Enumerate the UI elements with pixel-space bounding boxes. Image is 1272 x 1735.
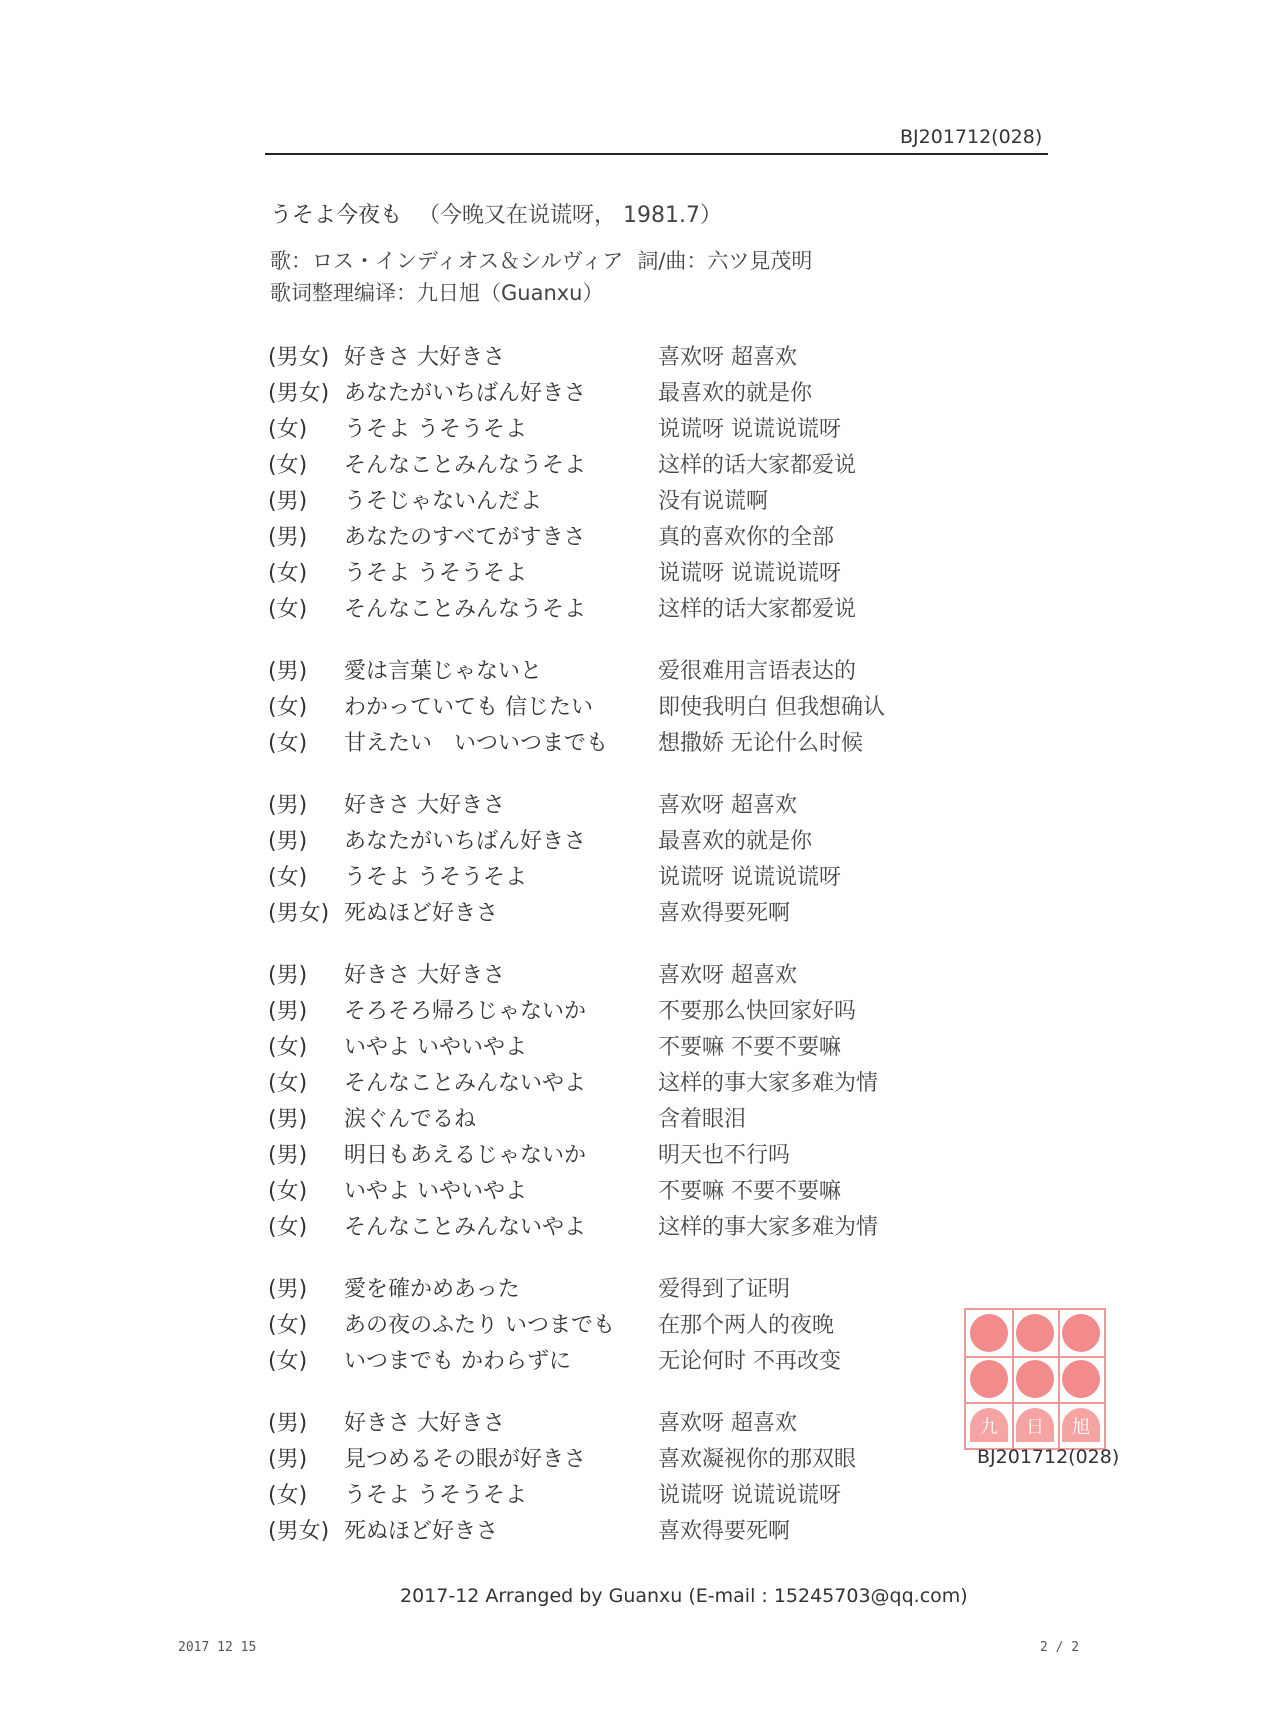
song-title: うそよ今夜も bbox=[270, 203, 403, 228]
chinese-translation: 不要那么快回家好吗 bbox=[658, 999, 857, 1024]
lyric-line bbox=[268, 592, 928, 628]
singer-part: (男女) bbox=[268, 1519, 330, 1544]
japanese-lyric: 好きさ 大好きさ bbox=[344, 345, 505, 370]
seal-char: 旭 bbox=[1062, 1408, 1100, 1442]
lyric-line bbox=[268, 788, 928, 824]
lyric-line bbox=[268, 1030, 928, 1066]
chinese-translation: 爱很难用言语表达的 bbox=[658, 659, 857, 684]
japanese-lyric: いやよ いやいやよ bbox=[344, 1035, 527, 1060]
japanese-lyric: うそよ うそうそよ bbox=[344, 1483, 527, 1508]
chinese-translation: 这样的事大家多难为情 bbox=[658, 1071, 879, 1096]
japanese-lyric: 好きさ 大好きさ bbox=[344, 1411, 505, 1436]
chinese-translation: 说谎呀 说谎说谎呀 bbox=[658, 561, 841, 586]
japanese-lyric: 愛を確かめあった bbox=[344, 1277, 520, 1302]
japanese-lyric: あなたのすべてがすきさ bbox=[344, 525, 586, 550]
chinese-translation: 含着眼泪 bbox=[658, 1107, 747, 1132]
print-date: 2017 12 15 bbox=[178, 1640, 257, 1655]
singer-part: (女) bbox=[268, 453, 308, 478]
singer-part: (男女) bbox=[268, 901, 330, 926]
lyric-stanza bbox=[268, 654, 928, 762]
japanese-lyric: そんなことみんないやよ bbox=[344, 1071, 587, 1096]
japanese-lyric: うそじゃないんだよ bbox=[344, 489, 543, 514]
chinese-translation: 这样的话大家都爱说 bbox=[658, 453, 857, 478]
singer-part: (男) bbox=[268, 489, 308, 514]
lyrics-body bbox=[268, 340, 928, 1576]
lyric-line bbox=[268, 376, 928, 412]
seal-code: BJ201712(028) bbox=[977, 1446, 1120, 1468]
japanese-lyric: あの夜のふたり いつまでも bbox=[344, 1313, 615, 1338]
chinese-translation: 喜欢凝视你的那双眼 bbox=[658, 1447, 857, 1472]
singer-part: (男) bbox=[268, 999, 308, 1024]
singer-part: (男) bbox=[268, 659, 308, 684]
japanese-lyric: そんなことみんないやよ bbox=[344, 1215, 587, 1240]
lyric-line bbox=[268, 690, 928, 726]
seal-dot bbox=[970, 1360, 1008, 1398]
lyric-line bbox=[268, 896, 928, 932]
lyric-line bbox=[268, 654, 928, 690]
chinese-translation: 喜欢呀 超喜欢 bbox=[658, 1411, 797, 1436]
japanese-lyric: わかっていても 信じたい bbox=[344, 695, 593, 720]
lyric-line bbox=[268, 1066, 928, 1102]
chinese-translation: 说谎呀 说谎说谎呀 bbox=[658, 865, 841, 890]
lyric-line bbox=[268, 1442, 928, 1478]
chinese-translation: 喜欢得要死啊 bbox=[658, 901, 791, 926]
chinese-translation: 喜欢呀 超喜欢 bbox=[658, 345, 797, 370]
lyric-line bbox=[268, 556, 928, 592]
singer-part: (女) bbox=[268, 1215, 308, 1240]
japanese-lyric: 死ぬほど好きさ bbox=[344, 1519, 499, 1544]
japanese-lyric: 涙ぐんでるね bbox=[344, 1107, 477, 1132]
chinese-translation: 在那个两人的夜晚 bbox=[658, 1313, 835, 1338]
singer-part: (女) bbox=[268, 1035, 308, 1060]
lyric-line bbox=[268, 824, 928, 860]
seal-char: 九 bbox=[970, 1408, 1008, 1442]
chinese-translation: 这样的事大家多难为情 bbox=[658, 1215, 879, 1240]
japanese-lyric: 好きさ 大好きさ bbox=[344, 793, 505, 818]
japanese-lyric: 明日もあえるじゃないか bbox=[344, 1143, 587, 1168]
japanese-lyric: いつまでも かわらずに bbox=[344, 1349, 571, 1374]
chinese-translation: 爱得到了证明 bbox=[658, 1277, 791, 1302]
chinese-translation: 这样的话大家都爱说 bbox=[658, 597, 857, 622]
header-divider bbox=[265, 153, 1048, 155]
singer-credit: 歌：ロス・インディオス＆シルヴィア bbox=[270, 249, 624, 273]
seal-dot bbox=[1062, 1314, 1100, 1352]
lyric-line bbox=[268, 1210, 928, 1246]
lyric-line bbox=[268, 520, 928, 556]
japanese-lyric: あなたがいちばん好きさ bbox=[344, 829, 587, 854]
chinese-translation: 不要嘛 不要不要嘛 bbox=[658, 1179, 841, 1204]
japanese-lyric: いやよ いやいやよ bbox=[344, 1179, 527, 1204]
seal-stamp bbox=[964, 1308, 1106, 1450]
chinese-translation: 喜欢呀 超喜欢 bbox=[658, 793, 797, 818]
lyric-line bbox=[268, 860, 928, 896]
lyric-line bbox=[268, 448, 928, 484]
lyric-line bbox=[268, 412, 928, 448]
lyric-stanza bbox=[268, 1272, 928, 1380]
seal-char: 日 bbox=[1016, 1408, 1054, 1442]
lyric-line bbox=[268, 1272, 928, 1308]
japanese-lyric: そんなことみんなうそよ bbox=[344, 597, 587, 622]
lyric-line bbox=[268, 1174, 928, 1210]
chinese-translation: 说谎呀 说谎说谎呀 bbox=[658, 417, 841, 442]
singer-part: (女) bbox=[268, 1349, 308, 1374]
japanese-lyric: 死ぬほど好きさ bbox=[344, 901, 499, 926]
singer-part: (女) bbox=[268, 731, 308, 756]
lyric-stanza bbox=[268, 958, 928, 1246]
japanese-lyric: 甘えたい いついつまでも bbox=[344, 731, 609, 756]
singer-part: (男) bbox=[268, 1411, 308, 1436]
chinese-translation: 不要嘛 不要不要嘛 bbox=[658, 1035, 841, 1060]
chinese-translation: 最喜欢的就是你 bbox=[658, 829, 813, 854]
page-number: 2 / 2 bbox=[1040, 1640, 1080, 1655]
singer-part: (女) bbox=[268, 1483, 308, 1508]
footer-credit: 2017-12 Arranged by Guanxu (E-mail : 15245703@qq.com) bbox=[400, 1585, 968, 1607]
lyric-line bbox=[268, 958, 928, 994]
lyric-line bbox=[268, 1102, 928, 1138]
lyric-line bbox=[268, 340, 928, 376]
lyric-line bbox=[268, 1406, 928, 1442]
lyric-line bbox=[268, 1138, 928, 1174]
composer-credit: 詞/曲：六ツ見茂明 bbox=[637, 249, 813, 273]
singer-part: (男) bbox=[268, 1143, 308, 1168]
lyric-stanza bbox=[268, 788, 928, 932]
song-title-note: （今晚又在说谎呀， 1981.7） bbox=[418, 203, 722, 228]
chinese-translation: 即使我明白 但我想确认 bbox=[658, 695, 885, 720]
chinese-translation: 没有说谎啊 bbox=[658, 489, 769, 514]
lyric-line bbox=[268, 994, 928, 1030]
chinese-translation: 喜欢呀 超喜欢 bbox=[658, 963, 797, 988]
japanese-lyric: うそよ うそうそよ bbox=[344, 417, 527, 442]
chinese-translation: 想撒娇 无论什么时候 bbox=[658, 731, 863, 756]
singer-part: (女) bbox=[268, 695, 308, 720]
japanese-lyric: うそよ うそうそよ bbox=[344, 561, 527, 586]
singer-part: (男) bbox=[268, 525, 308, 550]
chinese-translation: 真的喜欢你的全部 bbox=[658, 525, 835, 550]
singer-part: (男) bbox=[268, 1447, 308, 1472]
lyric-line bbox=[268, 1514, 928, 1550]
chinese-translation: 无论何时 不再改变 bbox=[658, 1349, 841, 1374]
lyric-line bbox=[268, 1344, 928, 1380]
singer-part: (女) bbox=[268, 1071, 308, 1096]
chinese-translation: 喜欢得要死啊 bbox=[658, 1519, 791, 1544]
chinese-translation: 说谎呀 说谎说谎呀 bbox=[658, 1483, 841, 1508]
song-title-line bbox=[270, 198, 722, 229]
seal-dot bbox=[1062, 1360, 1100, 1398]
lyric-line bbox=[268, 484, 928, 520]
singer-part: (女) bbox=[268, 1179, 308, 1204]
singer-part: (女) bbox=[268, 417, 308, 442]
japanese-lyric: 愛は言葉じゃないと bbox=[344, 659, 543, 684]
singer-part: (女) bbox=[268, 1313, 308, 1338]
chinese-translation: 最喜欢的就是你 bbox=[658, 381, 813, 406]
singer-part: (男) bbox=[268, 793, 308, 818]
japanese-lyric: うそよ うそうそよ bbox=[344, 865, 527, 890]
seal-dot bbox=[1016, 1360, 1054, 1398]
singer-part: (男) bbox=[268, 1107, 308, 1132]
seal-dot bbox=[970, 1314, 1008, 1352]
chinese-translation: 明天也不行吗 bbox=[658, 1143, 791, 1168]
editor-credit: 歌词整理编译：九日旭（Guanxu） bbox=[270, 281, 604, 305]
singer-part: (男) bbox=[268, 963, 308, 988]
japanese-lyric: そんなことみんなうそよ bbox=[344, 453, 587, 478]
singer-part: (男) bbox=[268, 1277, 308, 1302]
lyric-line bbox=[268, 1478, 928, 1514]
singer-part: (男女) bbox=[268, 345, 330, 370]
japanese-lyric: 好きさ 大好きさ bbox=[344, 963, 505, 988]
document-code: BJ201712(028) bbox=[900, 126, 1043, 148]
singer-part: (女) bbox=[268, 597, 308, 622]
lyric-line bbox=[268, 1308, 928, 1344]
singer-part: (男女) bbox=[268, 381, 330, 406]
lyric-stanza bbox=[268, 340, 928, 628]
japanese-lyric: 見つめるその眼が好きさ bbox=[344, 1447, 587, 1472]
seal-dot bbox=[1016, 1314, 1054, 1352]
singer-part: (女) bbox=[268, 561, 308, 586]
japanese-lyric: そろそろ帰ろじゃないか bbox=[344, 999, 587, 1024]
japanese-lyric: あなたがいちばん好きさ bbox=[344, 381, 587, 406]
singer-part: (女) bbox=[268, 865, 308, 890]
lyric-line bbox=[268, 726, 928, 762]
singer-part: (男) bbox=[268, 829, 308, 854]
song-credits bbox=[270, 245, 812, 275]
lyric-stanza bbox=[268, 1406, 928, 1550]
